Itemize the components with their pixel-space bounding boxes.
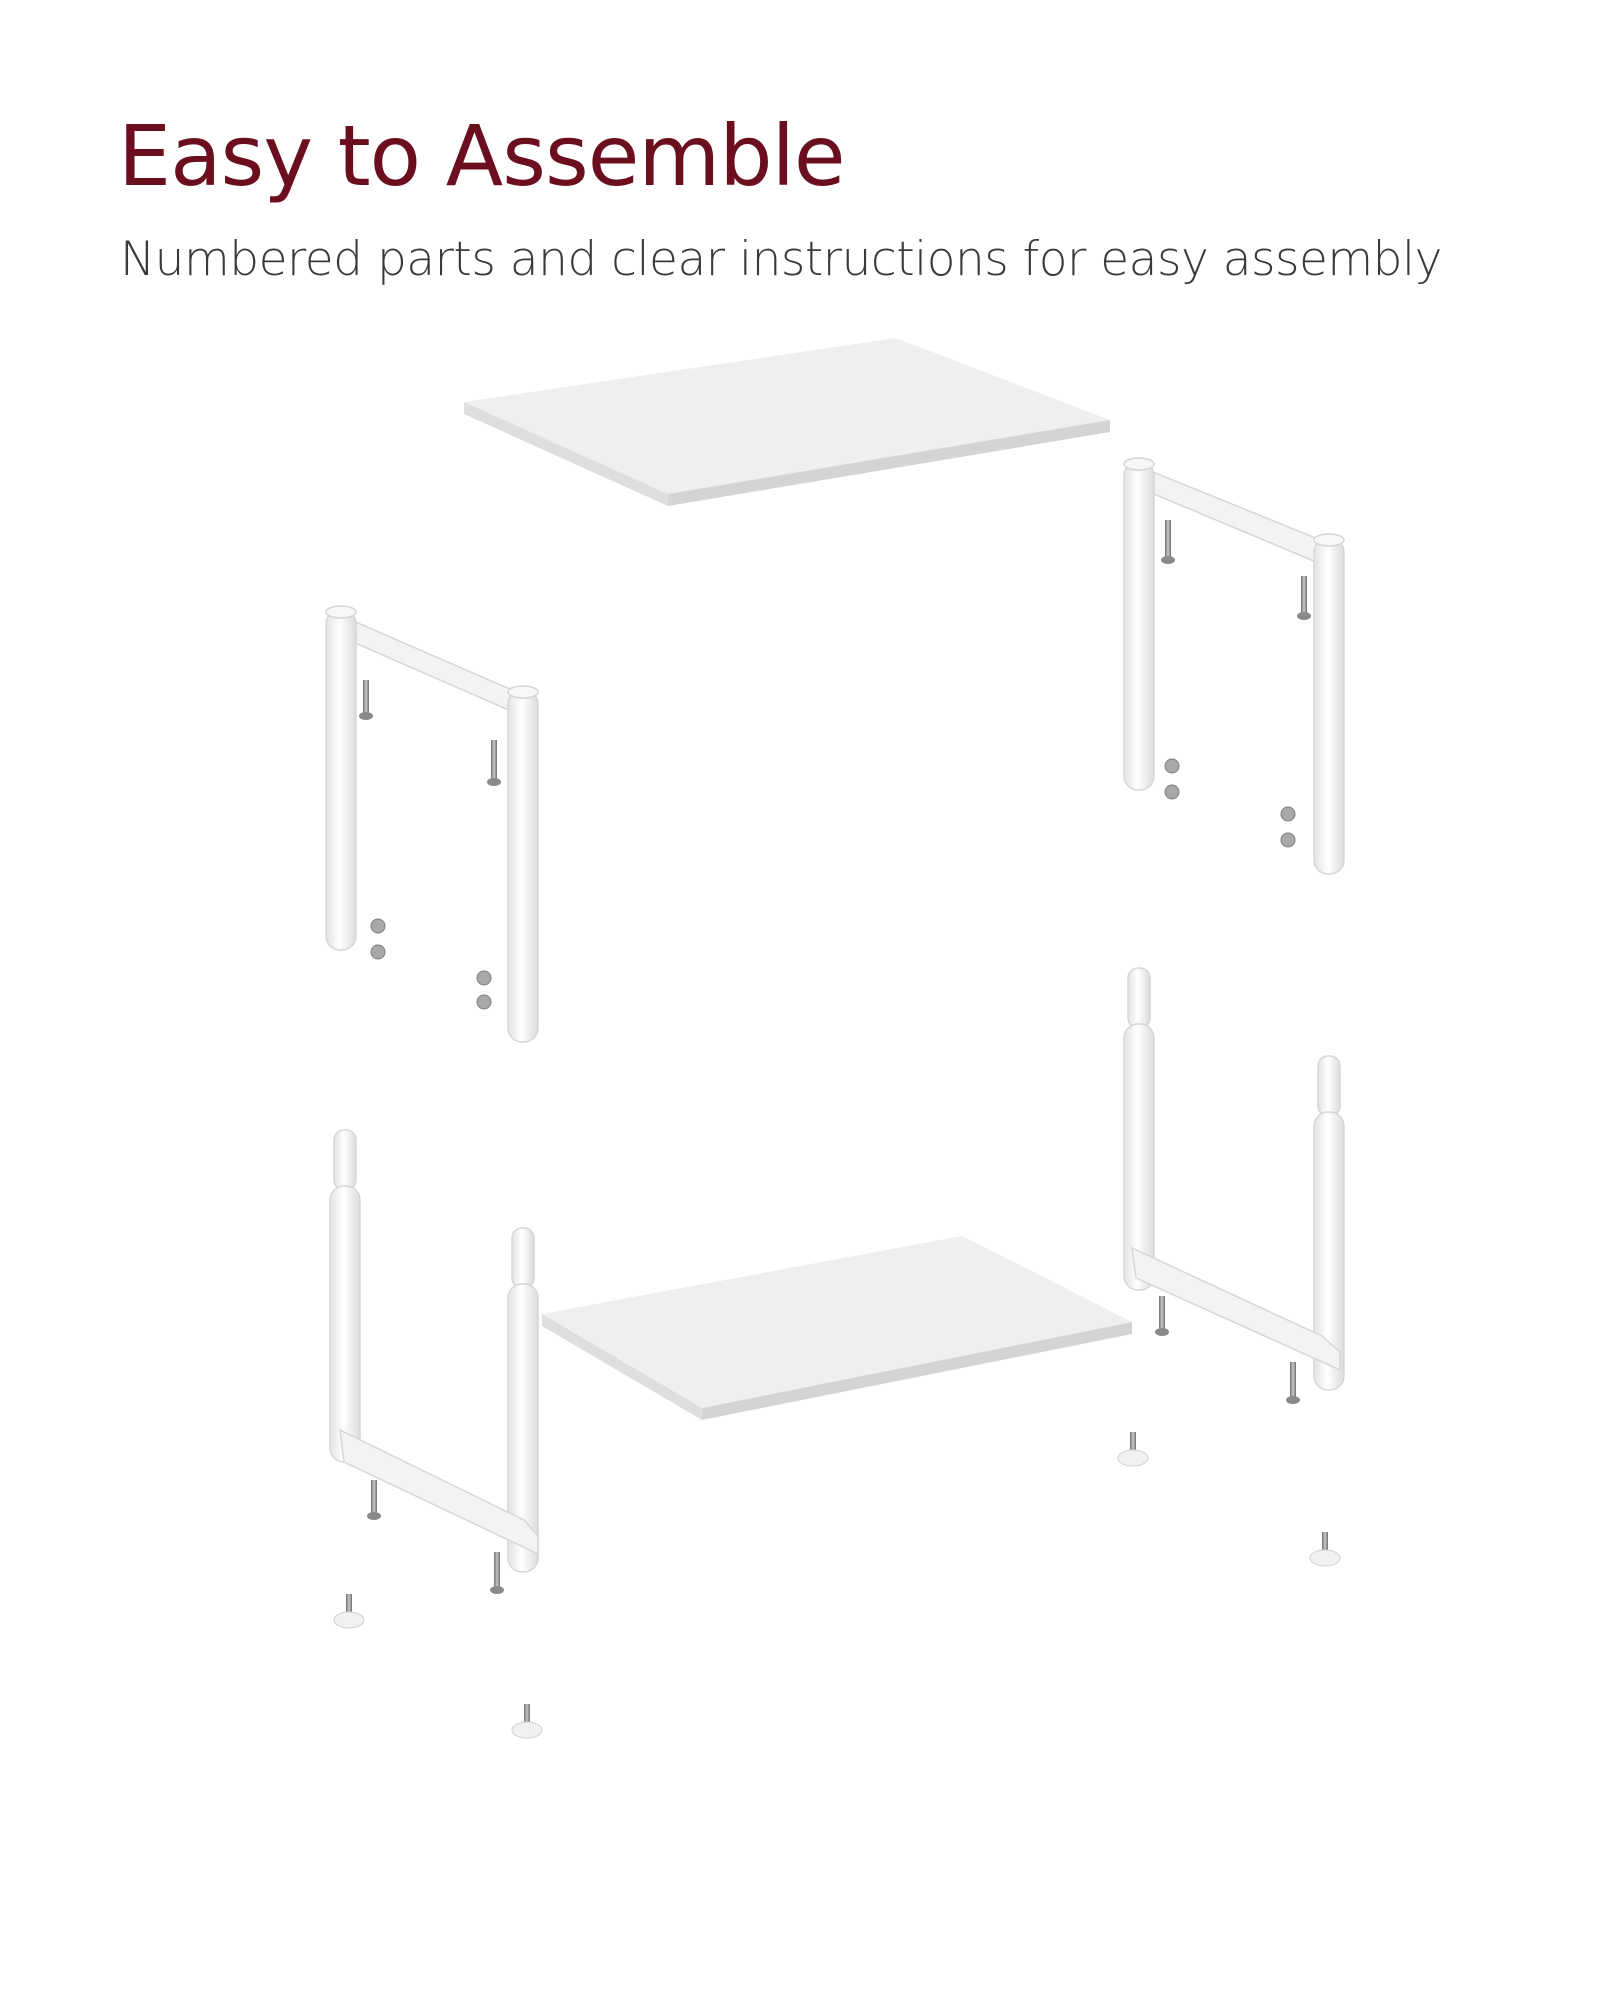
connector-bolts (359, 520, 1311, 1594)
top-shelf-panel (464, 338, 1110, 506)
bolt (490, 1552, 504, 1594)
cam-screw (371, 919, 385, 933)
upper-right-side-frame (1124, 458, 1344, 874)
bolt (1155, 1296, 1169, 1336)
bolt (1286, 1362, 1300, 1404)
bolt (359, 680, 373, 720)
adjustable-feet (334, 1432, 1340, 1738)
cam-screw (1165, 785, 1179, 799)
cam-screw (1281, 833, 1295, 847)
cam-screw (1165, 759, 1179, 773)
upper-left-side-frame (326, 606, 538, 1042)
bolt (367, 1480, 381, 1520)
bolt (487, 740, 501, 786)
page-subtitle: Numbered parts and clear instructions for easy assembly (120, 232, 1442, 287)
leveling-foot (512, 1704, 542, 1738)
leveling-foot (1310, 1532, 1340, 1566)
cam-screw (477, 971, 491, 985)
cam-screw (1281, 807, 1295, 821)
page-title: Easy to Assemble (118, 107, 845, 205)
bolt (1297, 576, 1311, 620)
bolt (1161, 520, 1175, 564)
lower-right-base-frame (1124, 968, 1344, 1390)
cam-screw (371, 945, 385, 959)
bottom-shelf-panel (542, 1236, 1132, 1420)
leveling-foot (334, 1594, 364, 1628)
leveling-foot (1118, 1432, 1148, 1466)
cam-screw (477, 995, 491, 1009)
lower-left-base-frame (330, 1130, 538, 1572)
